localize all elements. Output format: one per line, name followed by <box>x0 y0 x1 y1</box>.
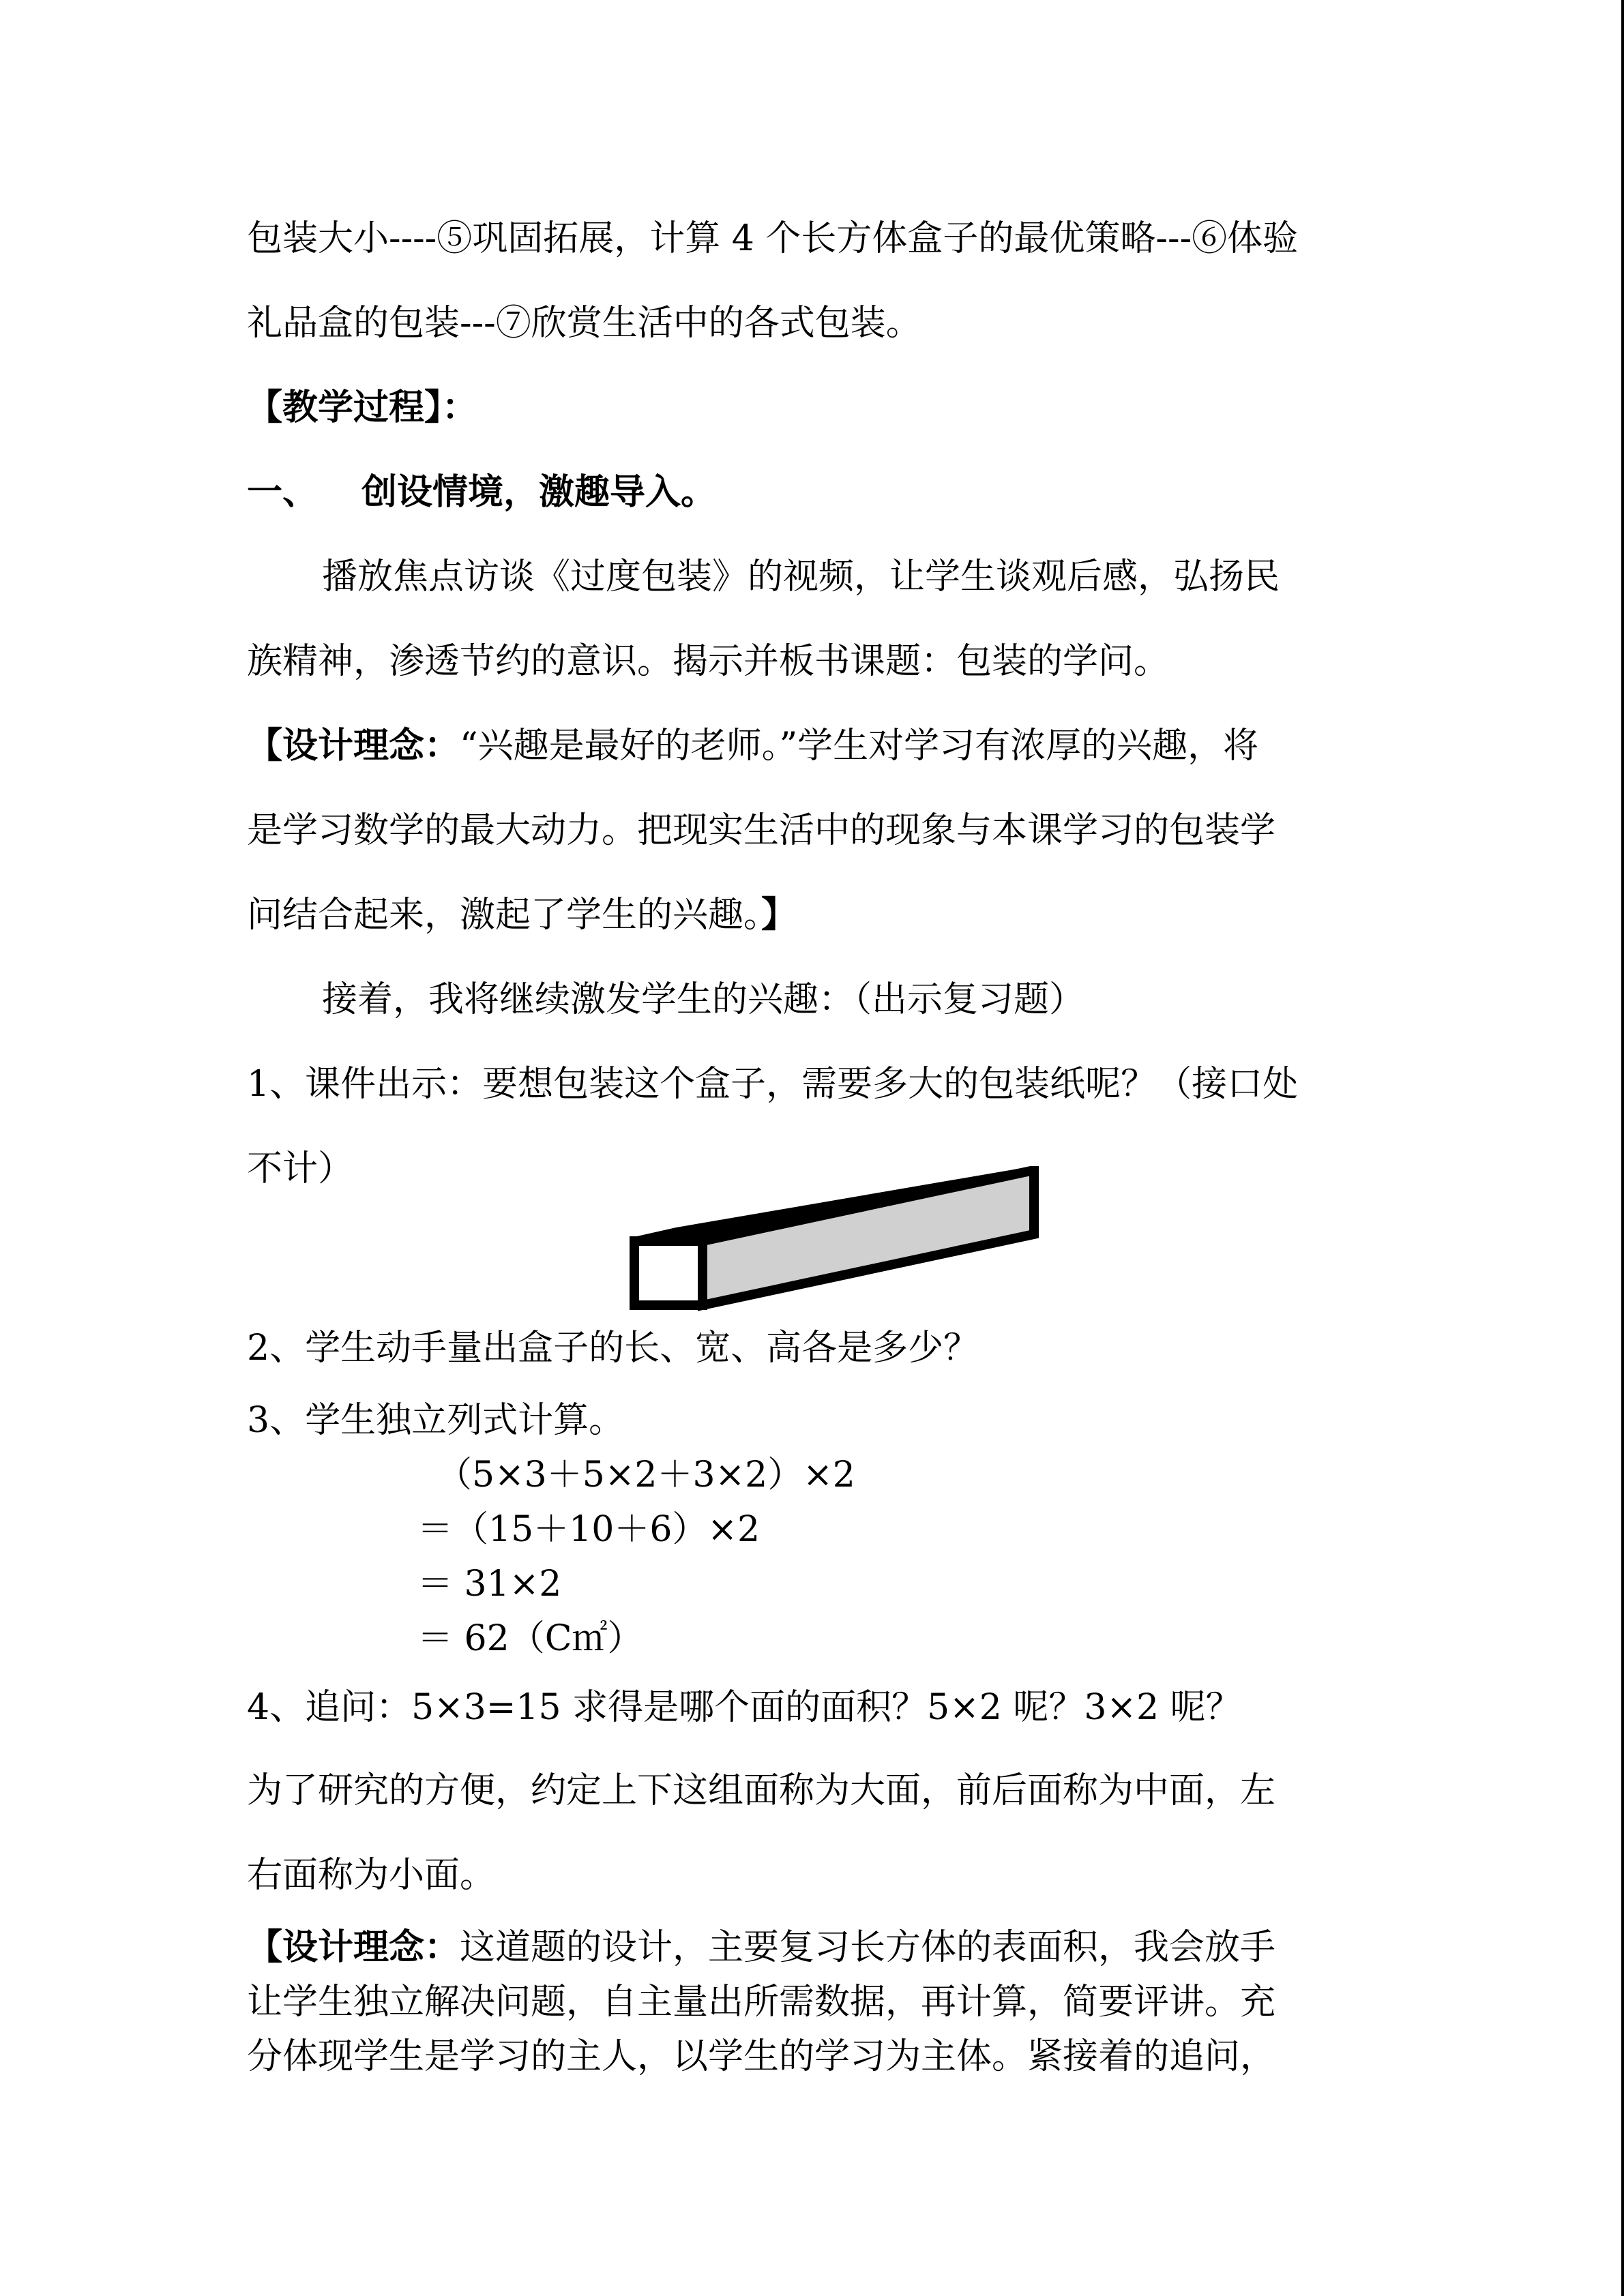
design-note-2-text-1: 这道题的设计，主要复习长方体的表面积，我会放手 <box>460 1927 1276 1968</box>
calculation-line-3: ＝ 31×2 <box>417 1564 562 1605</box>
page-edge-line <box>1621 0 1624 2296</box>
design-note-2-line-1 <box>247 1926 1276 1968</box>
design-note-2-line-3: 分体现学生是学习的主人，以学生的学习为主体。紧接着的追问， <box>247 2036 1276 2077</box>
design-note-1-line-2: 是学习数学的最大动力。把现实生活中的现象与本课学习的包装学 <box>247 810 1276 851</box>
design-note-1-label: 【设计理念： <box>247 725 460 766</box>
calculation-line-2: ＝（15＋10＋6）×2 <box>417 1509 761 1550</box>
intro-line-2: 礼品盒的包装---⑦欣赏生活中的各式包装。 <box>247 303 921 344</box>
calculation-line-4: ＝ 62（C㎡） <box>417 1618 643 1659</box>
video-paragraph-line-1: 播放焦点访谈《过度包装》的视频，让学生谈观后感，弘扬民 <box>322 556 1280 597</box>
question-1-line-1: 1、课件出示：要想包装这个盒子，需要多大的包装纸呢？（接口处 <box>247 1064 1299 1105</box>
convention-line-2: 右面称为小面。 <box>247 1855 496 1896</box>
question-4: 4、追问：5×3=15 求得是哪个面的面积？5×2 呢？3×2 呢？ <box>247 1687 1241 1728</box>
design-note-2-line-2: 让学生独立解决问题，自主量出所需数据，再计算，简要评讲。充 <box>247 1982 1276 2023</box>
intro-line-1: 包装大小----⑤巩固拓展，计算 4 个长方体盒子的最优策略---⑥体验 <box>247 218 1299 259</box>
design-note-1-text-1: “兴趣是最好的老师。”学生对学习有浓厚的兴趣，将 <box>460 726 1259 766</box>
design-note-1-close: 】 <box>761 894 797 936</box>
box-end-face <box>634 1241 703 1305</box>
next-paragraph: 接着，我将继续激发学生的兴趣：（出示复习题） <box>322 979 1085 1020</box>
section-1-number: 一、 <box>247 471 319 513</box>
design-note-1-text-3: 问结合起来，激起了学生的兴趣。 <box>247 895 762 936</box>
section-1-title: 创设情境，激趣导入。 <box>361 471 717 513</box>
design-note-1-line-1 <box>247 725 1259 766</box>
design-note-2-label: 【设计理念： <box>247 1926 460 1968</box>
design-note-1-line-3 <box>247 894 797 936</box>
box-side-face <box>703 1170 1034 1305</box>
calculation-line-1: （5×3＋5×2＋3×2）×2 <box>437 1455 855 1495</box>
convention-line-1: 为了研究的方便，约定上下这组面称为大面，前后面称为中面，左 <box>247 1770 1276 1811</box>
video-paragraph-line-2: 族精神，渗透节约的意识。揭示并板书课题：包装的学问。 <box>247 641 1170 682</box>
rectangular-box-figure <box>629 1166 1042 1313</box>
question-3: 3、学生独立列式计算。 <box>247 1400 625 1441</box>
question-2: 2、学生动手量出盒子的长、宽、高各是多少？ <box>247 1328 979 1369</box>
question-1-line-2: 不计） <box>247 1148 354 1189</box>
process-heading: 【教学过程】： <box>247 387 478 428</box>
